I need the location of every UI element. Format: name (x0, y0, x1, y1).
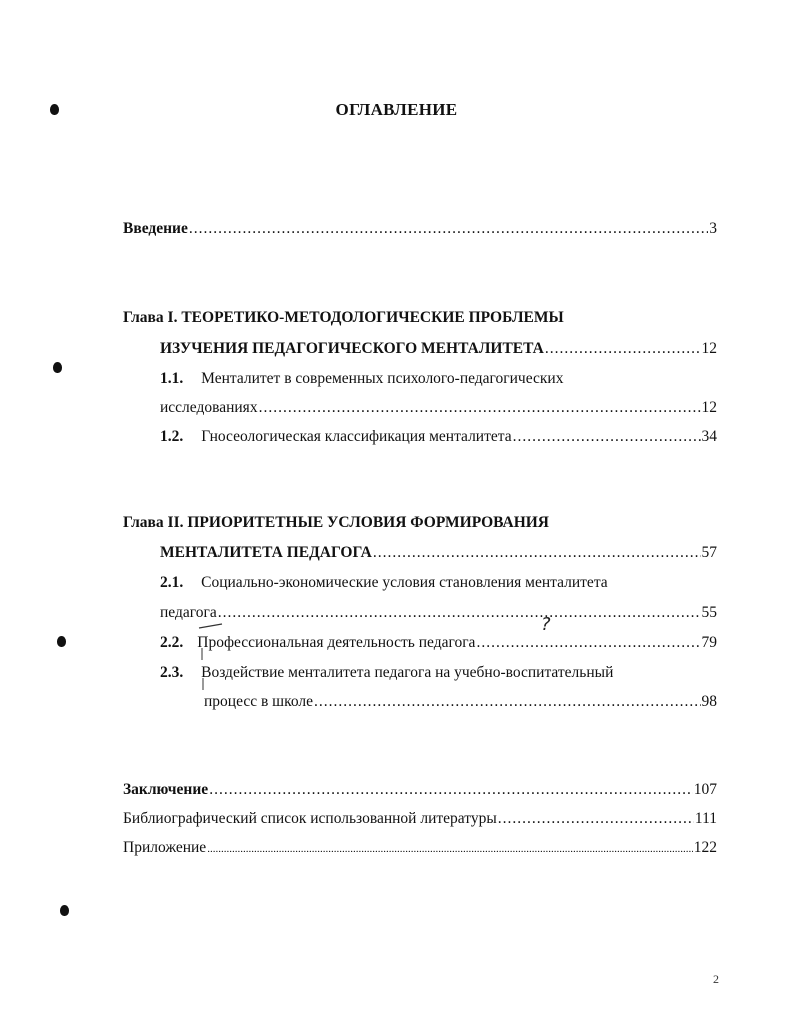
toc-label: Библиографический список использованной литературы (123, 810, 497, 827)
toc-label: ИЗУЧЕНИЯ ПЕДАГОГИЧЕСКОГО МЕНТАЛИТЕТА (160, 340, 544, 357)
toc-page: 3 (709, 220, 717, 237)
section-title: Менталитет в современных психолого-педагогических (201, 370, 564, 387)
toc-page: 111 (694, 810, 717, 827)
toc-page: 12 (701, 340, 717, 357)
leader-dots (513, 427, 701, 447)
leader-dots (209, 780, 693, 800)
toc-entry-2-1[interactable] (160, 603, 717, 623)
toc-entry-1-2[interactable] (160, 427, 717, 447)
toc-page: 98 (701, 693, 717, 710)
toc-label: исследованиях (160, 399, 258, 416)
section-number: 1.2. (160, 428, 184, 445)
binder-hole-mark (60, 905, 69, 916)
section-number: 2.2. (160, 634, 184, 651)
toc-page: 79 (701, 634, 717, 651)
toc-entry-chapter-2[interactable] (160, 543, 717, 563)
toc-entry-2-2[interactable] (160, 633, 717, 653)
toc-label: Заключение (123, 781, 209, 798)
toc-page: 55 (701, 604, 717, 621)
toc-page: 122 (693, 839, 717, 856)
chapter-2-heading: Глава II. ПРИОРИТЕТНЫЕ УСЛОВИЯ ФОРМИРОВАНИЯ (123, 514, 550, 531)
section-number: 2.3. (160, 664, 184, 681)
chapter-1-heading: Глава I. ТЕОРЕТИКО-МЕТОДОЛОГИЧЕСКИЕ ПРОБЛЕМЫ (123, 309, 564, 326)
toc-page: 57 (701, 544, 717, 561)
toc-entry-2-1-line1[interactable] (160, 573, 608, 593)
toc-entry-1-1-line1[interactable] (160, 369, 563, 389)
toc-label: процесс в школе (204, 693, 314, 710)
leader-dots (373, 543, 701, 563)
leader-dots (476, 633, 700, 653)
toc-label: Введение (123, 220, 188, 237)
section-number: 2.1. (160, 574, 184, 591)
toc-entry-appendix[interactable] (123, 838, 717, 859)
section-title: Воздействие менталитета педагога на учебно-воспитательный (201, 664, 614, 681)
pencil-marks (195, 622, 225, 694)
toc-label: Гносеологическая классификация менталитета (201, 428, 512, 445)
toc-label: Приложение (123, 839, 207, 856)
toc-entry-bibliography[interactable] (123, 809, 717, 829)
toc-page: 34 (701, 428, 717, 445)
leader-dots (498, 809, 694, 829)
toc-entry-1-1[interactable] (160, 398, 717, 418)
section-title: Социально-экономические условия становления менталитета (201, 574, 608, 591)
handwritten-question-mark: ? (541, 614, 551, 635)
leader-dots (218, 603, 701, 623)
toc-page: 12 (701, 399, 717, 416)
toc-entry-chapter-1[interactable] (160, 339, 717, 359)
leader-dots (545, 339, 701, 359)
toc-label: Профессиональная деятельность педагога (197, 634, 476, 651)
leader-dots (207, 838, 693, 859)
leader-dots (314, 692, 700, 712)
toc-entry-2-3-line1[interactable] (160, 663, 613, 683)
page-number: 2 (713, 972, 719, 986)
toc-entry-2-3[interactable] (204, 692, 717, 712)
section-number: 1.1. (160, 370, 184, 387)
toc-page: 107 (693, 781, 717, 798)
leader-dots (259, 398, 701, 418)
toc-entry-intro[interactable] (123, 219, 717, 239)
toc-label: МЕНТАЛИТЕТА ПЕДАГОГА (160, 544, 372, 561)
binder-hole-mark (53, 362, 62, 373)
toc-entry-conclusion[interactable] (123, 780, 717, 800)
toc-label: педагога (160, 604, 217, 621)
page-title: ОГЛАВЛЕНИЕ (335, 100, 458, 119)
leader-dots (189, 219, 708, 239)
binder-hole-mark (57, 636, 66, 647)
